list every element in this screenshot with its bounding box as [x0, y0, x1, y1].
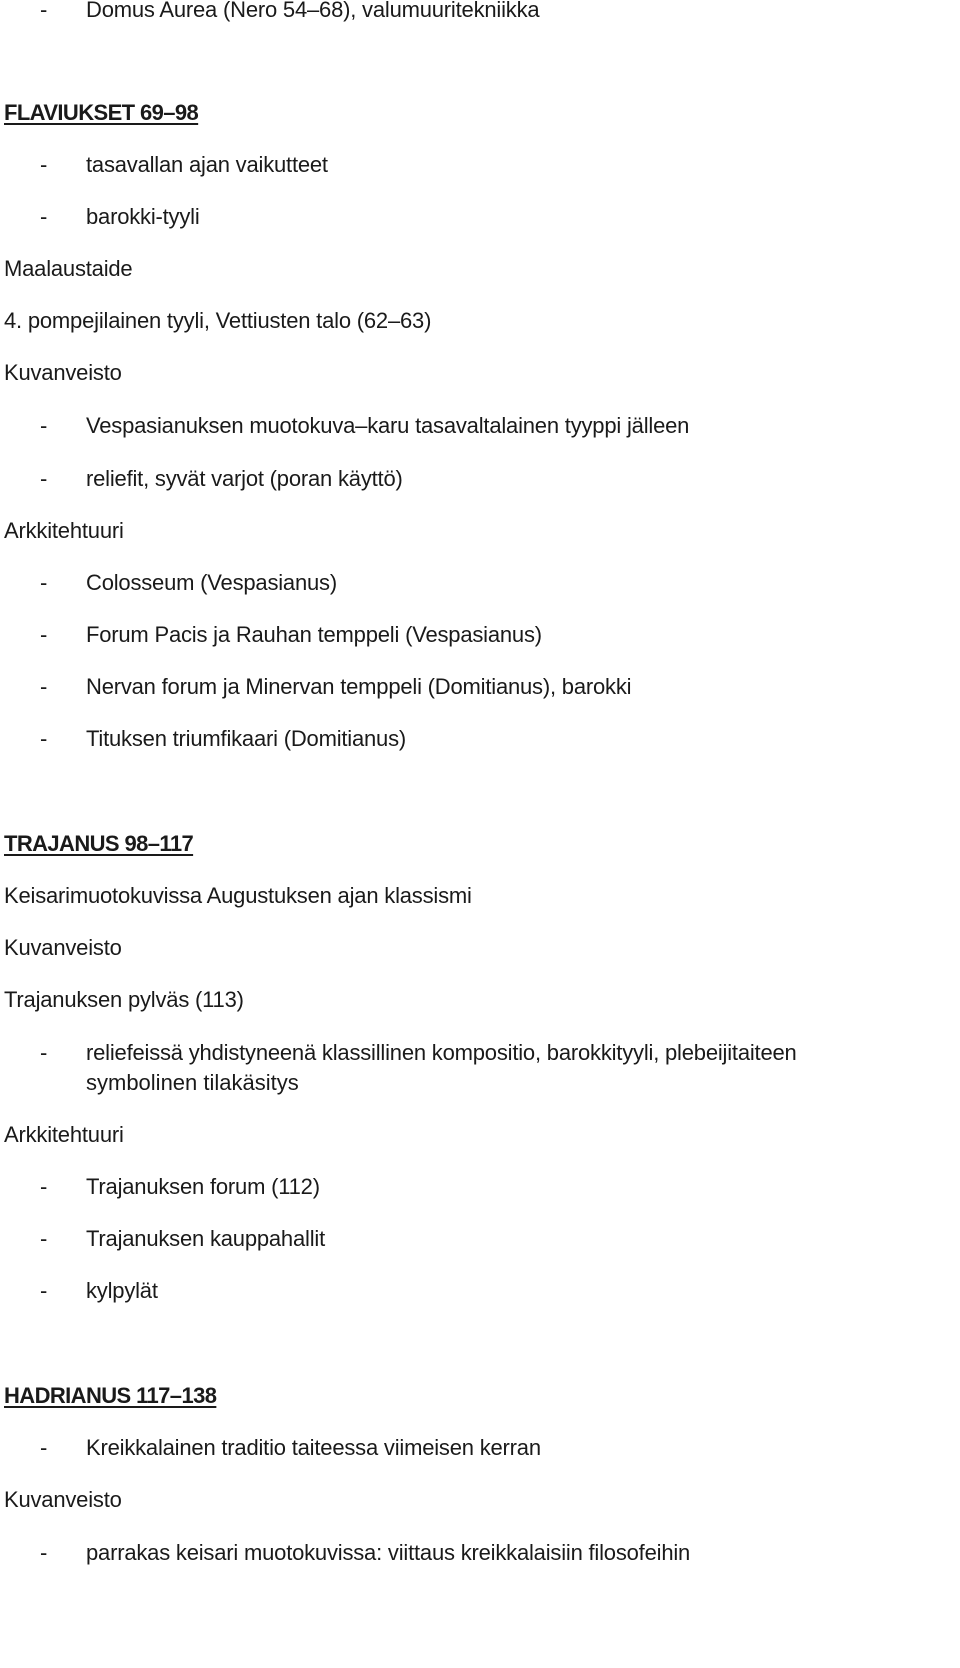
- bullet-text: kylpylät: [86, 1278, 158, 1303]
- section-heading: TRAJANUS 98–117: [4, 831, 194, 856]
- bullet-item: [0, 1278, 960, 1304]
- bullet-text: Tituksen triumfikaari (Domitianus): [86, 726, 407, 751]
- bullet-item: [0, 1435, 960, 1461]
- subsection-heading: Kuvanveisto: [4, 1487, 122, 1512]
- bullet-dash: -: [40, 1435, 48, 1460]
- bullet-item: [0, 674, 960, 700]
- bullet-item: [0, 152, 960, 178]
- bullet-continuation: symbolinen tilakäsitys: [86, 1070, 299, 1095]
- bullet-item: [0, 570, 960, 596]
- bullet-item: [0, 1040, 960, 1066]
- bullet-dash: -: [40, 1226, 48, 1251]
- bullet-dash: -: [40, 570, 48, 595]
- bullet-text: Trajanuksen kauppahallit: [86, 1226, 325, 1251]
- bullet-dash: -: [40, 726, 48, 751]
- section-heading: HADRIANUS 117–138: [4, 1383, 217, 1408]
- bullet-item: [0, 204, 960, 230]
- bullet-dash: -: [40, 1174, 48, 1199]
- bullet-item: [0, 0, 960, 23]
- bullet-dash: -: [40, 466, 48, 491]
- text-line: Keisarimuotokuvissa Augustuksen ajan klassismi: [4, 883, 472, 908]
- bullet-text: reliefit, syvät varjot (poran käyttö): [86, 466, 403, 491]
- bullet-item: [0, 1540, 960, 1566]
- text-line: Trajanuksen pylväs (113): [4, 987, 244, 1012]
- bullet-item: [0, 1174, 960, 1200]
- bullet-item: [0, 1226, 960, 1252]
- section-heading: FLAVIUKSET 69–98: [4, 100, 199, 125]
- bullet-dash: -: [40, 152, 48, 177]
- bullet-dash: -: [40, 1040, 48, 1065]
- bullet-item: [0, 413, 960, 439]
- bullet-dash: -: [40, 0, 48, 22]
- bullet-dash: -: [40, 204, 48, 229]
- bullet-text: barokki-tyyli: [86, 204, 200, 229]
- bullet-text: Forum Pacis ja Rauhan temppeli (Vespasianus): [86, 622, 542, 647]
- bullet-item: [0, 726, 960, 752]
- bullet-text: parrakas keisari muotokuvissa: viittaus kreikkalaisiin filosofeihin: [86, 1540, 691, 1565]
- bullet-item: [0, 466, 960, 492]
- bullet-text: Nervan forum ja Minervan temppeli (Domitianus), barokki: [86, 674, 632, 699]
- bullet-text: tasavallan ajan vaikutteet: [86, 152, 328, 177]
- bullet-dash: -: [40, 1540, 48, 1565]
- bullet-dash: -: [40, 413, 48, 438]
- subsection-heading: Arkkitehtuuri: [4, 518, 124, 543]
- bullet-text: Colosseum (Vespasianus): [86, 570, 337, 595]
- text-line: 4. pompejilainen tyyli, Vettiusten talo (62–63): [4, 308, 432, 333]
- bullet-dash: -: [40, 622, 48, 647]
- bullet-text: Kreikkalainen traditio taiteessa viimeisen kerran: [86, 1435, 541, 1460]
- subsection-heading: Kuvanveisto: [4, 935, 122, 960]
- bullet-dash: -: [40, 674, 48, 699]
- bullet-text: Domus Aurea (Nero 54–68), valumuuritekniikka: [86, 0, 540, 22]
- bullet-item: [0, 622, 960, 648]
- bullet-dash: -: [40, 1278, 48, 1303]
- subsection-heading: Maalaustaide: [4, 256, 133, 281]
- bullet-text: reliefeissä yhdistyneenä klassillinen kompositio, barokkityyli, plebeijitaiteen: [86, 1040, 797, 1065]
- subsection-heading: Kuvanveisto: [4, 360, 122, 385]
- bullet-text: Trajanuksen forum (112): [86, 1174, 320, 1199]
- subsection-heading: Arkkitehtuuri: [4, 1122, 124, 1147]
- bullet-text: Vespasianuksen muotokuva–karu tasavaltalainen tyyppi jälleen: [86, 413, 690, 438]
